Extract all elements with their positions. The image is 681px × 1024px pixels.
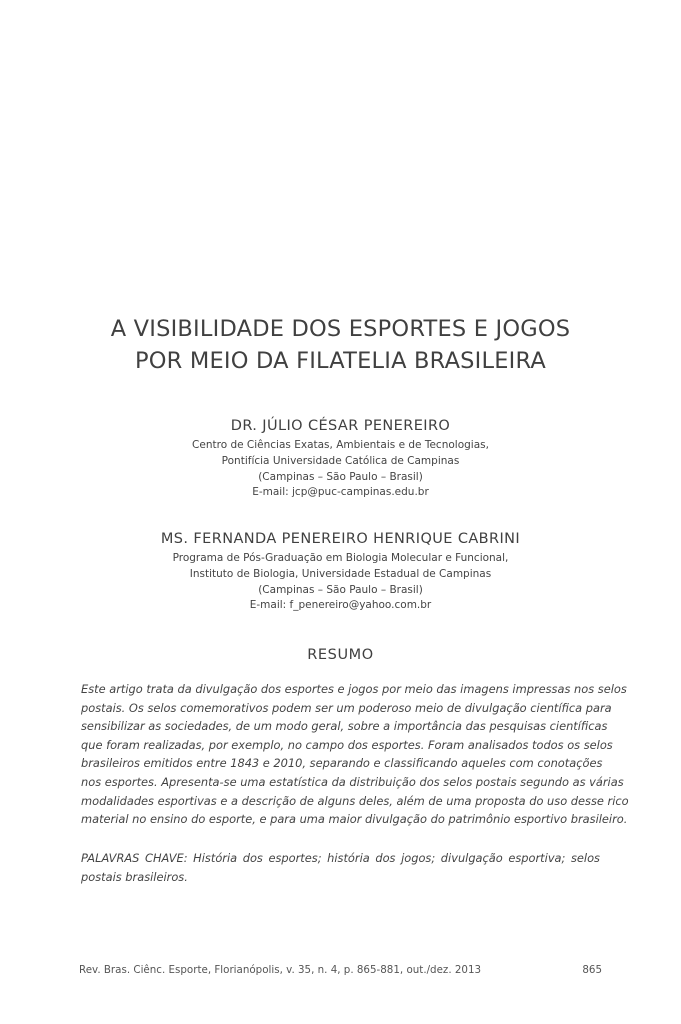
abstract-line: brasileiros emitidos entre 1843 e 2010, separando e classificando aqueles com conotações bbox=[81, 756, 603, 771]
abstract-line: modalidades esportivas e a descrição de alguns deles, além de uma proposta do uso desse rico bbox=[81, 793, 629, 808]
author-email: E-mail: jcp@puc-campinas.edu.br bbox=[252, 486, 429, 499]
affiliation-line: Instituto de Biologia, Universidade Estadual de Campinas bbox=[189, 567, 492, 580]
author-email: E-mail: f_penereiro@yahoo.com.br bbox=[249, 599, 432, 612]
abstract-line: material no ensino do esporte, e para uma maior divulgação do patrimônio esportivo brasileiro. bbox=[81, 812, 628, 827]
title-line-2: POR MEIO DA FILATELIA BRASILEIRA bbox=[135, 348, 546, 374]
abstract-body bbox=[81, 680, 629, 829]
journal-reference: Rev. Bras. Ciênc. Esporte, Florianópolis, v. 35, n. 4, p. 865-881, out./dez. 2013 bbox=[79, 964, 482, 976]
keywords-line: postais brasileiros. bbox=[81, 869, 188, 884]
author-block-2 bbox=[60, 529, 621, 614]
affiliation-line: Programa de Pós-Graduação em Biologia Molecular e Funcional, bbox=[172, 552, 509, 564]
keywords bbox=[81, 849, 600, 886]
article-title bbox=[60, 313, 621, 377]
abstract-line: sensibilizar as sociedades, de um modo geral, sobre a importância das pesquisas científicas bbox=[81, 719, 608, 734]
affiliation-line: Centro de Ciências Exatas, Ambientais e de Tecnologias, bbox=[192, 439, 489, 451]
affiliation-location: (Campinas – São Paulo – Brasil) bbox=[258, 583, 423, 596]
abstract-line: Este artigo trata da divulgação dos esportes e jogos por meio das imagens impressas nos selos bbox=[81, 682, 627, 696]
abstract-heading: RESUMO bbox=[307, 647, 374, 663]
affiliation-line: Pontifícia Universidade Católica de Campinas bbox=[221, 454, 460, 467]
abstract-line: nos esportes. Apresenta-se uma estatística da distribuição dos selos postais segundo as várias bbox=[81, 774, 624, 789]
author-block-1 bbox=[60, 416, 621, 501]
abstract-line: postais. Os selos comemorativos podem ser um poderoso meio de divulgação científica para bbox=[81, 700, 612, 715]
author-name: MS. FERNANDA PENEREIRO HENRIQUE CABRINI bbox=[160, 531, 521, 547]
title-line-1: A VISIBILIDADE DOS ESPORTES E JOGOS bbox=[110, 316, 571, 342]
keywords-line: PALAVRAS CHAVE: História dos esportes; história dos jogos; divulgação esportiva; selos bbox=[81, 851, 600, 865]
page-number: 865 bbox=[582, 964, 602, 976]
abstract-line: que foram realizadas, por exemplo, no campo dos esportes. Foram analisados todos os selos bbox=[81, 737, 613, 752]
author-name: DR. JÚLIO CÉSAR PENEREIRO bbox=[230, 418, 451, 434]
affiliation-location: (Campinas – São Paulo – Brasil) bbox=[258, 470, 423, 483]
